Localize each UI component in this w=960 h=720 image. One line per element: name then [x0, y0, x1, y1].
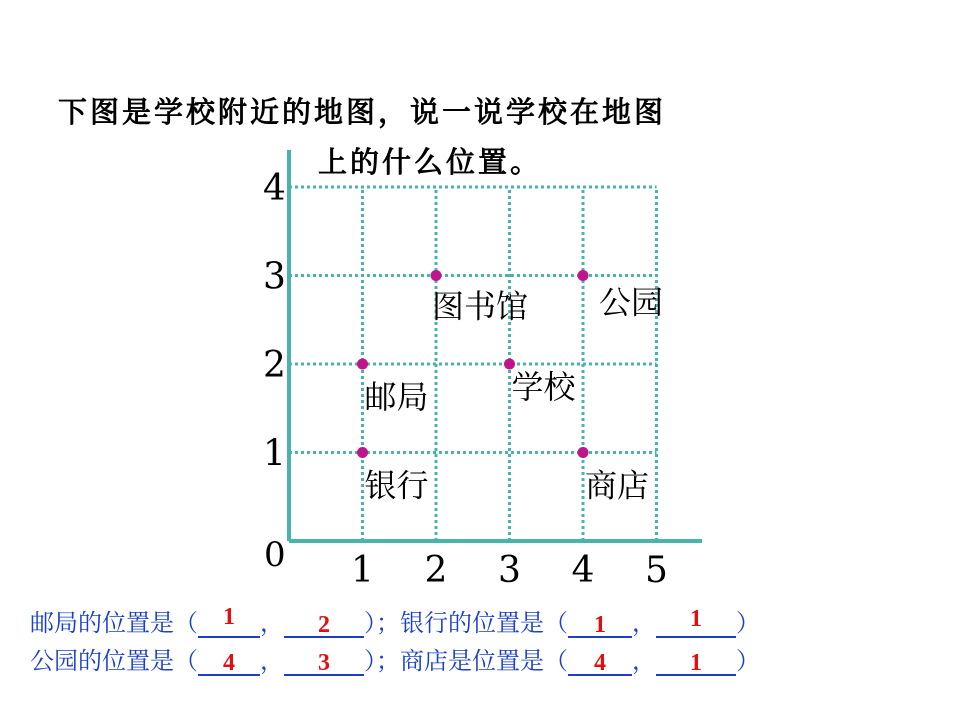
post-office-x-answer: 1 — [223, 604, 235, 630]
place-point — [431, 270, 442, 281]
post-office-x-blank — [198, 604, 260, 638]
x-tick-label: 2 — [424, 550, 448, 591]
place-label: 学校 — [511, 368, 576, 406]
answer-row-post-office-bank — [30, 603, 760, 638]
y-tick-label: 4 — [263, 168, 286, 209]
x-tick-label: 1 — [351, 550, 374, 591]
post-office-y-answer: 2 — [318, 612, 330, 638]
place-point — [357, 447, 368, 458]
place-label: 邮局 — [364, 378, 429, 416]
place-point — [578, 447, 589, 458]
bank-suffix: ） — [736, 609, 760, 637]
place-point — [357, 359, 368, 370]
shop-x-blank — [568, 648, 632, 676]
comma: ， — [632, 609, 656, 637]
place-label: 公园 — [599, 283, 664, 322]
shop-y-answer: 1 — [690, 650, 702, 676]
question-line-1: 下图是学校附近的地图，说一说学校在地图 — [58, 95, 667, 129]
shop-suffix: ） — [736, 647, 760, 675]
shop-y-blank — [656, 648, 736, 676]
bank-prompt: 银行的位置是（ — [400, 609, 568, 637]
comma: ， — [632, 647, 656, 675]
bank-y-blank — [656, 606, 736, 638]
answer-row-park-shop — [30, 641, 760, 676]
place-label: 图书馆 — [432, 287, 529, 326]
post-office-y-blank — [284, 610, 364, 638]
place-label: 银行 — [364, 466, 429, 505]
park-x-answer: 4 — [223, 650, 235, 676]
shop-prompt: 商店是位置是（ — [400, 647, 568, 675]
x-tick-label: 3 — [498, 550, 521, 591]
park-prompt: 公园的位置是（ — [30, 647, 198, 675]
comma: ， — [260, 647, 284, 675]
park-x-blank — [198, 648, 260, 676]
question-line-2: 上的什么位置。 — [318, 145, 543, 179]
post-office-prompt: 邮局的位置是（ — [30, 609, 198, 637]
y-tick-label: 1 — [263, 433, 286, 475]
bank-x-blank — [568, 610, 632, 638]
place-label: 商店 — [585, 466, 650, 505]
place-point — [578, 270, 589, 281]
bank-y-answer: 1 — [690, 606, 702, 632]
comma: ， — [260, 609, 284, 637]
origin-label: 0 — [264, 535, 286, 575]
park-y-answer: 3 — [318, 650, 330, 676]
x-tick-label: 4 — [571, 550, 595, 591]
bank-x-answer: 1 — [594, 612, 606, 638]
park-suffix: ）； — [364, 647, 400, 675]
x-tick-label: 5 — [645, 550, 668, 591]
post-office-suffix: ）； — [364, 609, 400, 637]
shop-x-answer: 4 — [594, 650, 606, 676]
park-y-blank — [284, 648, 364, 676]
y-tick-label: 2 — [263, 345, 286, 386]
y-tick-label: 3 — [263, 256, 286, 298]
